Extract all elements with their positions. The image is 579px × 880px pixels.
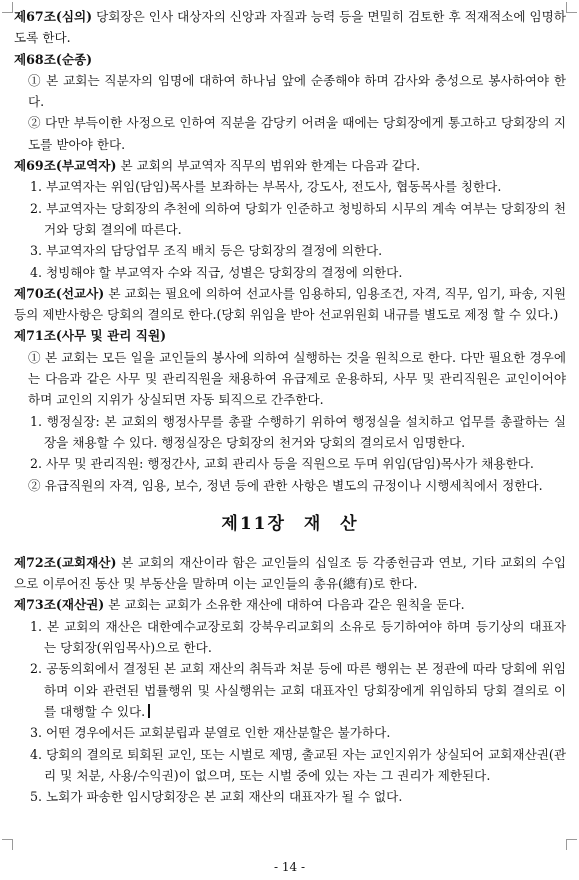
- paragraph-a73-1: [14, 616, 566, 659]
- paragraph-a69: [14, 155, 566, 176]
- crop-mark-bottom-left: [2, 839, 13, 850]
- articles-section-2: [14, 552, 566, 808]
- article-text: 1. 부교역자는 위임(담임)목사를 보좌하는 부목사, 강도사, 전도사, 협동목사를 칭한다.: [30, 179, 502, 195]
- paragraph-a67: [14, 6, 566, 49]
- article-text: 2. 공동의회에서 결정된 본 교회 재산의 취득과 처분 등에 따른 행위는 본 정관에 따라 당회에 위임하며 이와 관련된 법률행위 및 사실행위는 교회 대표자인 당회장에게 위임하되 당회 결의로 이를 대행할 수 있다.: [30, 661, 566, 719]
- paragraph-a73-4: [14, 744, 566, 787]
- paragraph-a68-1: [14, 70, 566, 113]
- chapter-title: 제11장 재 산: [221, 513, 359, 534]
- paragraph-a73-3: [14, 722, 566, 743]
- paragraph-a70: [14, 283, 566, 326]
- crop-mark-bottom-right: [566, 839, 577, 850]
- paragraph-a72: [14, 552, 566, 595]
- paragraph-a71-1: [14, 347, 566, 411]
- paragraph-a73-5: [14, 786, 566, 807]
- article-text: 1. 행정실장: 본 교회의 행정사무를 총괄 수행하기 위하여 행정실을 설치하고 업무를 총괄하는 실장을 채용할 수 있다. 행정실장은 당회장의 천거와 당회의 결의로서 임명한다.: [30, 413, 566, 450]
- crop-mark-top-right: [566, 2, 577, 13]
- paragraph-a71-1-1: [14, 411, 566, 454]
- article-text: 당회장은 인사 대상자의 신앙과 자질과 능력 등을 면밀히 검토한 후 적재적소에 임명하도록 한다.: [14, 9, 566, 46]
- paragraph-a71-2: [14, 475, 566, 496]
- article-text: ② 유급직원의 자격, 임용, 보수, 정년 등에 관한 사항은 별도의 규정이나 시행세칙에서 정한다.: [28, 477, 543, 493]
- page-number: - 14 -: [273, 860, 305, 874]
- article-text: 2. 사무 및 관리직원: 행정간사, 교회 관리사 등을 직원으로 두며 위임(담임)목사가 채용한다.: [30, 456, 534, 472]
- paragraph-a69-2: [14, 198, 566, 241]
- article-text: 본 교회는 필요에 의하여 선교사를 임용하되, 임용조건, 자격, 직무, 임기, 파송, 지원 등의 제반사항은 당회의 결의로 한다.(당회 위임을 받아 선교위원회 내규를 별도로 제정 할 수 있다.): [14, 285, 566, 323]
- article-text: ① 본 교회는 모든 일을 교인들의 봉사에 의하여 실행하는 것을 원칙으로 한다. 다만 필요한 경우에는 다음과 같은 사무 및 관리직원을 채용하여 유급제로 운용하되, 사무 및 관리직원은 교인이어야 하며 교인의 지위가 상실되면 자동 퇴직으로 간주한다.: [28, 349, 566, 408]
- article-heading: 제72조(교회재산): [14, 554, 117, 570]
- paragraph-a73: [14, 594, 566, 615]
- article-text: 4. 청빙해야 할 부교역자 수와 직급, 성별은 당회장의 결정에 의한다.: [30, 264, 403, 280]
- article-heading: 제67조(심의): [14, 9, 93, 24]
- paragraph-a69-3: [14, 240, 566, 261]
- paragraph-a69-1: [14, 176, 566, 197]
- article-text: ② 다만 부득이한 사정으로 인하여 직분을 감당키 어려울 때에는 당회장에게 통고하고 당회장의 지도를 받아야 한다.: [28, 115, 566, 152]
- document-page: [14, 6, 566, 807]
- article-text: 3. 어떤 경우에서든 교회분립과 분열로 인한 재산분할은 불가하다.: [30, 725, 391, 741]
- article-text: 5. 노회가 파송한 임시당회장은 본 교회 재산의 대표자가 될 수 없다.: [30, 789, 403, 805]
- article-text: 4. 당회의 결의로 퇴회된 교인, 또는 시벌로 제명, 출교된 자는 교인지위가 상실되어 교회재산권(관리 및 처분, 사용/수익권)이 없으며, 또는 시벌 중에 있는 자는 그 권리가 제한된다.: [30, 746, 566, 783]
- article-text: ① 본 교회는 직분자의 임명에 대하여 하나님 앞에 순종해야 하며 감사와 충성으로 봉사하여야 한다.: [28, 72, 566, 110]
- paragraph-a68: [14, 49, 566, 70]
- article-text: 본 교회의 부교역자 직무의 범위와 한계는 다음과 같다.: [116, 158, 421, 174]
- article-heading: 제71조(사무 및 관리 직원): [14, 328, 167, 344]
- article-heading: 제70조(선교사): [14, 285, 105, 301]
- article-heading: 제69조(부교역자): [14, 158, 117, 174]
- article-heading: 제68조(순종): [14, 51, 93, 67]
- paragraph-a68-2: [14, 112, 566, 155]
- crop-mark-top-left: [2, 2, 13, 13]
- paragraph-a73-2: [14, 658, 566, 722]
- article-text: 1. 본 교회의 재산은 대한예수교장로회 강북우리교회의 소유로 등기하여야 하며 등기상의 대표자는 당회장(위임목사)으로 한다.: [30, 618, 566, 656]
- article-text: 본 교회는 교회가 소유한 재산에 대하여 다음과 같은 원칙을 둔다.: [104, 597, 465, 613]
- article-text: 3. 부교역자의 담당업무 조직 배치 등은 당회장의 결정에 의한다.: [30, 243, 383, 259]
- article-text: 2. 부교역자는 당회장의 추천에 의하여 당회가 인준하고 청빙하되 시무의 계속 여부는 당회장의 천거와 당회 결의에 따른다.: [30, 200, 566, 237]
- text-cursor: [148, 704, 150, 718]
- paragraph-a71: [14, 325, 566, 346]
- article-text: 본 교회의 재산이라 함은 교인들의 십일조 등 각종헌금과 연보, 기타 교회의 수입으로 이루어진 동산 및 부동산을 말하며 이는 교인들의 총유(總有)로 한다.: [14, 554, 566, 592]
- paragraph-a69-4: [14, 262, 566, 283]
- paragraph-a71-1-2: [14, 453, 566, 474]
- articles-section-1: [14, 6, 566, 496]
- article-heading: 제73조(재산권): [14, 597, 105, 613]
